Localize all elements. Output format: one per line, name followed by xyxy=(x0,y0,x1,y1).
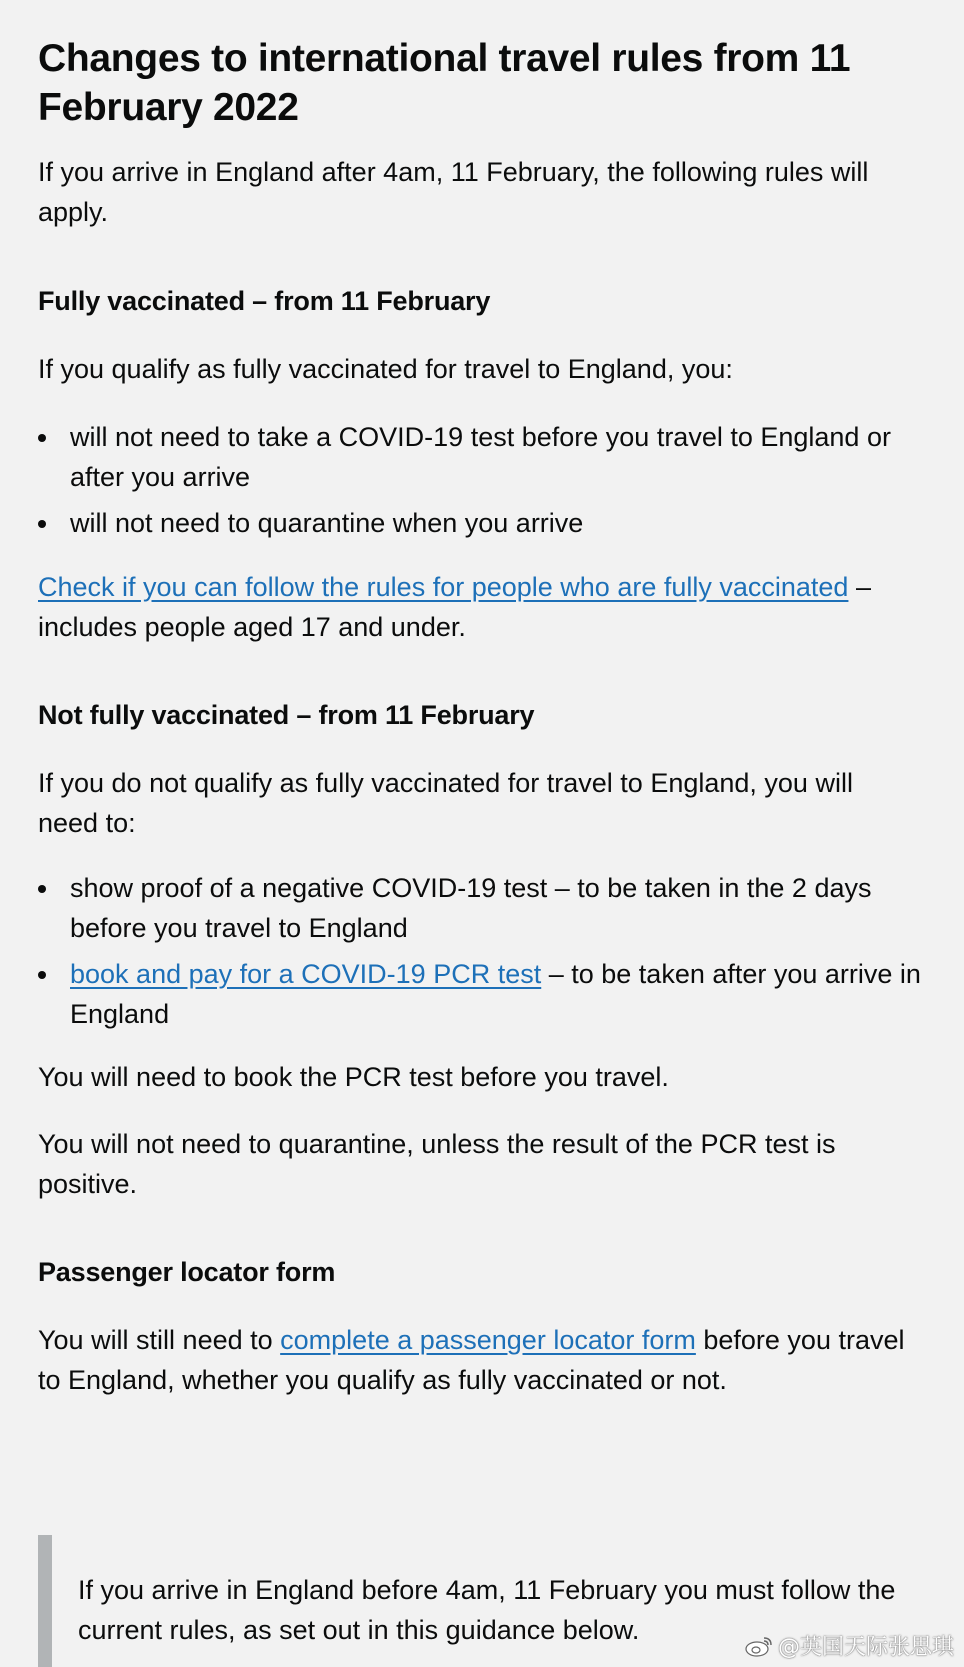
bullet-icon xyxy=(38,885,46,893)
not-fully-vaccinated-list xyxy=(38,868,938,1034)
passenger-locator-paragraph: You will still need to complete a passenger locator form before you travel to England, whether you qualify as fully vaccinated or not. xyxy=(38,1325,905,1395)
fully-vaccinated-link-suffix: – includes people aged 17 and under. xyxy=(38,572,871,642)
watermark-text: @英国天际张思琪 xyxy=(777,1635,954,1660)
inset-paragraph: If you arrive in England before 4am, 11 February you must follow the current rules, as set out in this guidance below. xyxy=(78,1575,896,1645)
fully-vaccinated-check-paragraph xyxy=(38,567,918,647)
list-item: will not need to quarantine when you arrive xyxy=(38,503,938,543)
fully-vaccinated-list xyxy=(38,417,938,543)
passenger-locator-heading: Passenger locator form xyxy=(38,1257,336,1287)
list-item: show proof of a negative COVID-19 test – to be taken in the 2 days before you travel to England xyxy=(38,868,938,948)
passenger-locator-form-link[interactable]: complete a passenger locator form xyxy=(280,1325,696,1355)
not-fully-vaccinated-heading: Not fully vaccinated – from 11 February xyxy=(38,700,535,730)
bullet-icon xyxy=(38,434,46,442)
quarantine-note: You will not need to quarantine, unless the result of the PCR test is positive. xyxy=(38,1129,836,1199)
fully-vaccinated-lead: If you qualify as fully vaccinated for travel to England, you: xyxy=(38,354,733,384)
intro-paragraph: If you arrive in England after 4am, 11 February, the following rules will apply. xyxy=(38,157,869,227)
list-item: book and pay for a COVID-19 PCR test – to be taken after you arrive in England xyxy=(38,954,938,1034)
list-item: will not need to take a COVID-19 test before you travel to England or after you arrive xyxy=(38,417,938,497)
pcr-booking-note: You will need to book the PCR test before you travel. xyxy=(38,1062,669,1092)
bullet-icon xyxy=(38,971,46,979)
watermark xyxy=(744,1630,954,1661)
page-title: Changes to international travel rules from 11 February 2022 xyxy=(38,37,851,129)
weibo-icon xyxy=(744,1635,774,1657)
not-fully-vaccinated-lead: If you do not qualify as fully vaccinated for travel to England, you will need to: xyxy=(38,768,853,838)
bullet-icon xyxy=(38,520,46,528)
fully-vaccinated-rules-link[interactable]: Check if you can follow the rules for people who are fully vaccinated xyxy=(38,572,849,602)
book-pcr-test-link[interactable]: book and pay for a COVID-19 PCR test xyxy=(70,959,542,989)
fully-vaccinated-heading: Fully vaccinated – from 11 February xyxy=(38,286,491,316)
